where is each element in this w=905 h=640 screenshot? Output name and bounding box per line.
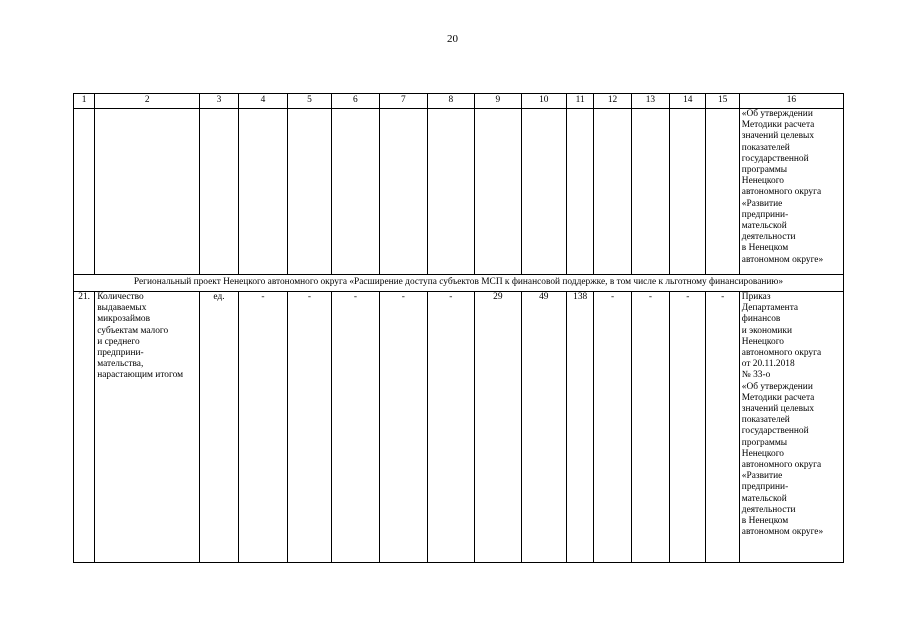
header-cell: 1	[74, 94, 95, 109]
header-cell: 14	[670, 94, 706, 109]
source-document-cell: Приказ Департамента финансов и экономики Ненецкого автономного округа от 20.11.2018 № 33-о «Об утверждении Методики расчета значений целевых показателей государственной программы Ненецкого автономного округа «Развитие предприни- мательской деятельности в Ненецком автономном округе»	[739, 292, 843, 563]
header-cell: 12	[594, 94, 631, 109]
value-cell: -	[594, 292, 631, 563]
value-cell: -	[427, 292, 474, 563]
table-cell	[475, 109, 521, 275]
header-cell: 10	[521, 94, 566, 109]
table-cell	[95, 109, 200, 275]
value-cell: -	[288, 292, 331, 563]
header-cell: 16	[739, 94, 843, 109]
indicators-table	[73, 93, 844, 563]
indicator-name: Количество выдаваемых микрозаймов субъектам малого и среднего предприни- мательства, нарастающим итогом	[95, 292, 200, 563]
source-document-cell: «Об утверждении Методики расчета значений целевых показателей государственной программы Ненецкого автономного округа «Развитие предприни- мательской деятельности в Ненецком автономном округе»	[739, 109, 843, 275]
table-cell	[521, 109, 566, 275]
table-cell	[200, 109, 238, 275]
header-cell: 5	[288, 94, 331, 109]
value-cell: 29	[475, 292, 521, 563]
value-cell: -	[706, 292, 739, 563]
header-cell: 15	[706, 94, 739, 109]
table-cell	[594, 109, 631, 275]
section-title: Региональный проект Ненецкого автономного округа «Расширение доступа субъектов МСП к финансовой поддержке, в том числе к льготному финансированию»	[74, 275, 844, 292]
header-row	[74, 94, 844, 109]
page-number: 20	[447, 33, 458, 45]
value-cell: -	[238, 292, 288, 563]
header-cell: 2	[95, 94, 200, 109]
table-row	[74, 109, 844, 275]
header-cell: 8	[427, 94, 474, 109]
table-cell	[427, 109, 474, 275]
header-cell: 9	[475, 94, 521, 109]
value-cell: 138	[567, 292, 594, 563]
table-cell	[670, 109, 706, 275]
value-cell: -	[380, 292, 427, 563]
unit-cell: ед.	[200, 292, 238, 563]
header-cell: 13	[631, 94, 669, 109]
table-cell	[380, 109, 427, 275]
table-row	[74, 292, 844, 563]
header-cell: 4	[238, 94, 288, 109]
section-row	[74, 275, 844, 292]
table-cell	[631, 109, 669, 275]
table-cell	[288, 109, 331, 275]
header-cell: 7	[380, 94, 427, 109]
value-cell: -	[670, 292, 706, 563]
table-cell	[74, 109, 95, 275]
header-cell: 6	[331, 94, 380, 109]
table-cell	[706, 109, 739, 275]
header-cell: 11	[567, 94, 594, 109]
table-cell	[567, 109, 594, 275]
table-cell	[331, 109, 380, 275]
header-cell: 3	[200, 94, 238, 109]
row-number: 21.	[74, 292, 95, 563]
value-cell: -	[331, 292, 380, 563]
table-cell	[238, 109, 288, 275]
value-cell: 49	[521, 292, 566, 563]
value-cell: -	[631, 292, 669, 563]
